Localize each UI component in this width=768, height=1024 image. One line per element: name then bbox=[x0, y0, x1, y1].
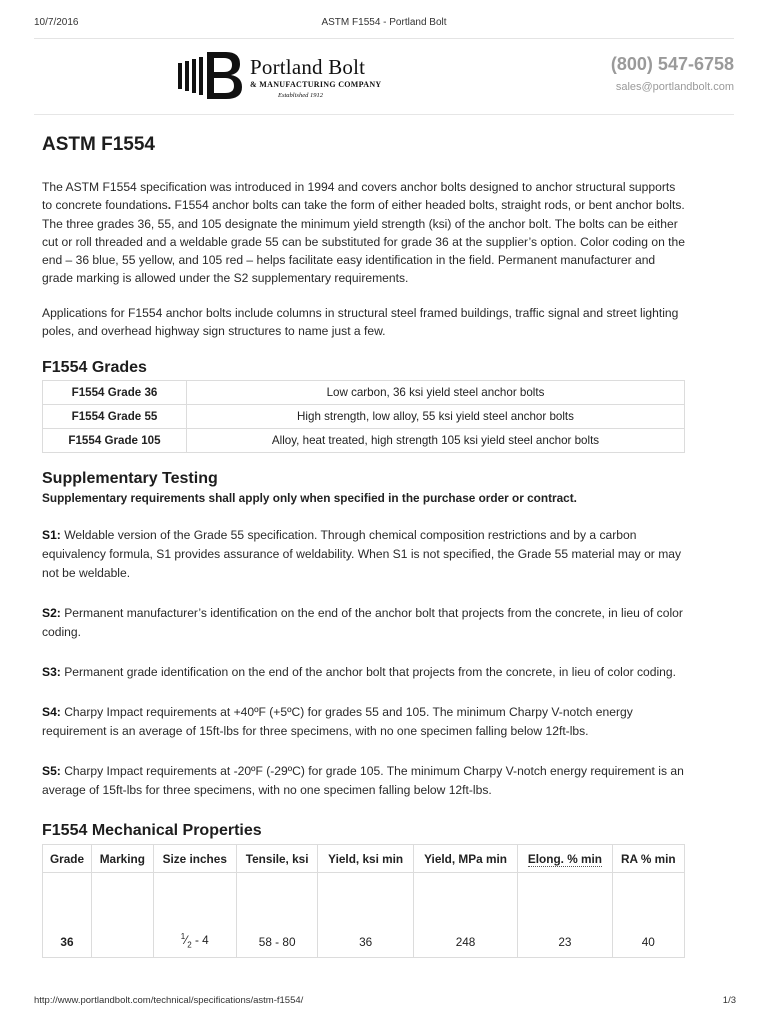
fraction-denominator: 2 bbox=[187, 940, 192, 950]
intro-text-b: F1554 anchor bolts can take the form of either headed bolts, straight rods, or bent anchor bolts. The three grades 36, 55, and 105 designate the minimum yield strength (ksi) of the anchor bolt. The bolts can be either cut or roll threaded and a weldable grade 55 can be substituted for grade 36 at the supplier’s option. Color coding on the end – 36 blue, 55 yellow, and 105 red – helps facilitate easy identification in the field. Permanent manufacturer and grade marking is allowed under the S2 supplementary requirements. bbox=[42, 198, 685, 286]
supplementary-text: Charpy Impact requirements at -20ºF (-29ºC) for grade 105. The minimum Charpy V-notch energy requirement is an average of 15ft-lbs for three specimens, with no one specimen falling below 12ft-lbs. bbox=[42, 764, 684, 798]
logo-established: Established 1912 bbox=[278, 92, 323, 99]
table-row bbox=[43, 405, 685, 429]
portland-bolt-logo[interactable] bbox=[174, 47, 394, 103]
grade-description: Alloy, heat treated, high strength 105 ksi yield steel anchor bolts bbox=[187, 429, 685, 453]
supplementary-code: S3: bbox=[42, 665, 61, 680]
page-title: ASTM F1554 bbox=[42, 134, 155, 155]
supplementary-item bbox=[42, 703, 686, 741]
cell-yield-mpa bbox=[413, 873, 517, 958]
print-footer bbox=[0, 993, 768, 1013]
cell-grade bbox=[43, 873, 92, 958]
grade-description: Low carbon, 36 ksi yield steel anchor bolts bbox=[187, 381, 685, 405]
print-date: 10/7/2016 bbox=[34, 17, 79, 28]
cell-yield-ksi bbox=[318, 873, 413, 958]
cell-size bbox=[153, 873, 236, 958]
table-header-row bbox=[43, 845, 685, 873]
logo-company: & MANUFACTURING COMPANY bbox=[250, 80, 382, 89]
mechanical-heading: F1554 Mechanical Properties bbox=[42, 822, 262, 840]
column-header: Size inches bbox=[153, 845, 236, 873]
print-page-number: 1/3 bbox=[722, 995, 736, 1006]
cell-tensile bbox=[236, 873, 318, 958]
table-row bbox=[43, 873, 685, 958]
supplementary-item bbox=[42, 663, 686, 682]
supplementary-lead: Supplementary requirements shall apply only when specified in the purchase order or contract. bbox=[42, 491, 577, 506]
grade-name: F1554 Grade 55 bbox=[43, 405, 187, 429]
grade-name: F1554 Grade 36 bbox=[43, 381, 187, 405]
grade-name: F1554 Grade 105 bbox=[43, 429, 187, 453]
column-header: Grade bbox=[43, 845, 92, 873]
intro-period: . bbox=[167, 198, 172, 213]
table-row bbox=[43, 381, 685, 405]
header-divider bbox=[34, 114, 734, 115]
fraction-numerator: 1 bbox=[180, 932, 186, 942]
cell-text: 40 bbox=[641, 935, 655, 950]
supplementary-text: Permanent manufacturer’s identification on the end of the anchor bolt that projects from the concrete, in lieu of color coding. bbox=[42, 606, 683, 640]
supplementary-text: Weldable version of the Grade 55 specification. Through chemical composition restrictions and by a carbon equivalency formula, S1 provides assurance of weldability. When S1 is not specified, the Grade 55 material may or may not be weldable. bbox=[42, 528, 682, 581]
intro-text-a: The ASTM F1554 specification was introduced in 1994 and covers anchor bolts designed to anchor structural supports to concrete foundations bbox=[42, 180, 676, 213]
supplementary-text: Charpy Impact requirements at +40ºF (+5ºC) for grades 55 and 105. The minimum Charpy V-notch energy requirement is an average of 15ft-lbs for three specimens, with no one specimen falling below 12ft-lbs. bbox=[42, 705, 633, 739]
size-range-rest: - 4 bbox=[191, 933, 209, 948]
elongation-abbreviation[interactable]: Elong. % min bbox=[527, 851, 602, 866]
column-header: Marking bbox=[91, 845, 153, 873]
column-header: Yield, ksi min bbox=[318, 845, 413, 873]
supplementary-item bbox=[42, 762, 686, 800]
column-header: Tensile, ksi bbox=[236, 845, 318, 873]
supplementary-item bbox=[42, 526, 686, 583]
cell-marking bbox=[91, 873, 153, 958]
cell-text: 58 - 80 bbox=[258, 935, 296, 950]
supplementary-item bbox=[42, 604, 686, 642]
supplementary-code: S2: bbox=[42, 606, 61, 621]
supplementary-code: S5: bbox=[42, 764, 61, 779]
grade-description: High strength, low alloy, 55 ksi yield steel anchor bolts bbox=[187, 405, 685, 429]
cell-ra bbox=[612, 873, 684, 958]
grades-table bbox=[42, 380, 685, 453]
supplementary-heading: Supplementary Testing bbox=[42, 470, 218, 488]
grades-heading: F1554 Grades bbox=[42, 359, 147, 377]
table-row bbox=[43, 429, 685, 453]
supplementary-text: Permanent grade identification on the end of the anchor bolt that projects from the concrete, in lieu of color coding. bbox=[60, 665, 676, 680]
cell-text: 23 bbox=[558, 935, 572, 950]
column-header bbox=[518, 845, 612, 873]
cell-text bbox=[92, 949, 153, 957]
print-title: ASTM F1554 - Portland Bolt bbox=[321, 17, 447, 28]
cell-text: 248 bbox=[455, 935, 476, 950]
cell-text: 36 bbox=[60, 935, 74, 950]
intro-paragraph bbox=[42, 178, 686, 288]
print-header bbox=[0, 0, 768, 28]
size-fraction: $^1⁄_2 - 4$ bbox=[180, 932, 209, 950]
bolt-logo-icon bbox=[174, 49, 246, 101]
applications-paragraph: Applications for F1554 anchor bolts include columns in structural steel framed buildings, traffic signal and street lighting poles, and overhead highway sign structures to name just a few. bbox=[42, 305, 679, 339]
site-header bbox=[34, 38, 734, 111]
supplementary-code: S1: bbox=[42, 528, 61, 543]
column-header: RA % min bbox=[612, 845, 684, 873]
phone-number[interactable]: (800) 547-6758 bbox=[610, 54, 734, 74]
logo-name: Portland Bolt bbox=[250, 55, 366, 79]
cell-text: 36 bbox=[359, 935, 373, 950]
print-url: http://www.portlandbolt.com/technical/specifications/astm-f1554/ bbox=[34, 995, 304, 1006]
column-header: Yield, MPa min bbox=[413, 845, 517, 873]
email-link[interactable]: sales@portlandbolt.com bbox=[615, 81, 734, 93]
article bbox=[42, 134, 686, 958]
cell-elongation bbox=[518, 873, 612, 958]
supplementary-code: S4: bbox=[42, 705, 61, 720]
mechanical-table bbox=[42, 844, 685, 958]
